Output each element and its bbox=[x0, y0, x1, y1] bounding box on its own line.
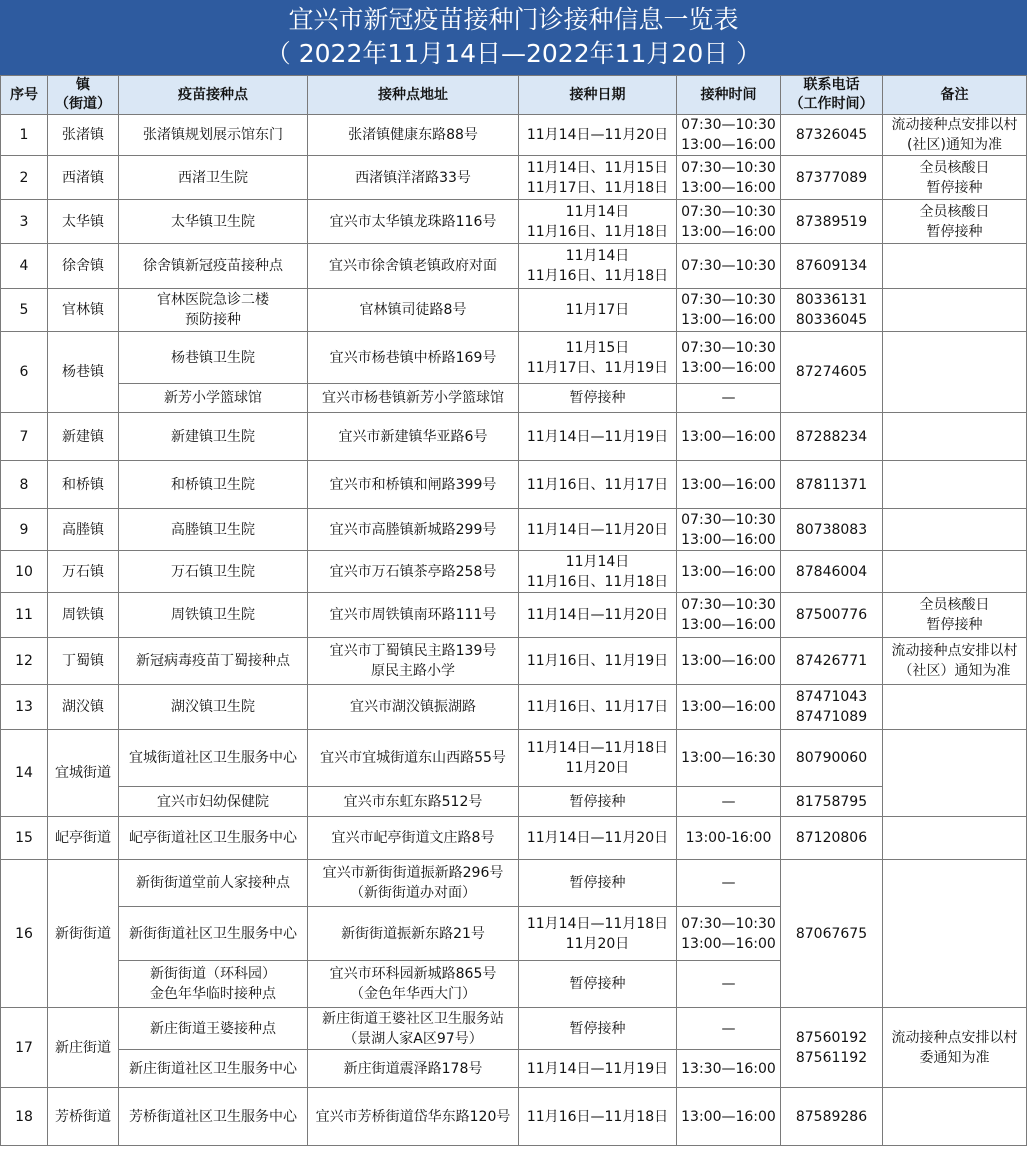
cell-site: 万石镇卫生院 bbox=[119, 551, 308, 593]
cell-note: 流动接种点安排以村 (社区)通知为准 bbox=[883, 115, 1027, 156]
cell-address: 官林镇司徒路8号 bbox=[308, 289, 519, 332]
cell-no: 9 bbox=[1, 509, 48, 551]
header-address: 接种点地址 bbox=[308, 76, 519, 115]
cell-site: 新建镇卫生院 bbox=[119, 413, 308, 461]
header-note: 备注 bbox=[883, 76, 1027, 115]
cell-note bbox=[883, 730, 1027, 817]
table-row bbox=[1, 200, 1027, 244]
cell-site: 新街街道（环科园） 金色年华临时接种点 bbox=[119, 961, 308, 1008]
cell-note bbox=[883, 289, 1027, 332]
cell-address: 西渚镇洋渚路33号 bbox=[308, 156, 519, 200]
header-town: 镇 （街道） bbox=[48, 76, 119, 115]
cell-town: 湖㳇镇 bbox=[48, 685, 119, 730]
cell-phone: 87811371 bbox=[781, 461, 883, 509]
cell-note bbox=[883, 413, 1027, 461]
cell-town: 西渚镇 bbox=[48, 156, 119, 200]
cell-note bbox=[883, 817, 1027, 860]
cell-town: 芳桥街道 bbox=[48, 1088, 119, 1146]
cell-time: 13:00—16:00 bbox=[677, 413, 781, 461]
cell-phone: 87274605 bbox=[781, 332, 883, 413]
cell-no: 16 bbox=[1, 860, 48, 1008]
cell-note: 流动接种点安排以村 委通知为准 bbox=[883, 1008, 1027, 1088]
cell-date: 11月16日—11月18日 bbox=[519, 1088, 677, 1146]
cell-phone: 87609134 bbox=[781, 244, 883, 289]
table-row bbox=[1, 461, 1027, 509]
cell-phone: 87067675 bbox=[781, 860, 883, 1008]
table-row bbox=[1, 1088, 1027, 1146]
cell-address: 宜兴市徐舍镇老镇政府对面 bbox=[308, 244, 519, 289]
cell-address: 宜兴市新街街道振新路296号 （新街街道办对面） bbox=[308, 860, 519, 907]
cell-time: 13:00-16:00 bbox=[677, 817, 781, 860]
cell-address: 新庄街道震泽路178号 bbox=[308, 1050, 519, 1088]
cell-address: 新街街道振新东路21号 bbox=[308, 907, 519, 961]
table-row bbox=[1, 332, 1027, 384]
cell-note: 全员核酸日 暂停接种 bbox=[883, 593, 1027, 638]
cell-site: 宜城街道社区卫生服务中心 bbox=[119, 730, 308, 787]
cell-phone: 87389519 bbox=[781, 200, 883, 244]
cell-phone: 87288234 bbox=[781, 413, 883, 461]
cell-town: 万石镇 bbox=[48, 551, 119, 593]
cell-date: 11月14日—11月18日 11月20日 bbox=[519, 730, 677, 787]
table-row bbox=[1, 593, 1027, 638]
cell-site: 张渚镇规划展示馆东门 bbox=[119, 115, 308, 156]
header-phone: 联系电话 （工作时间） bbox=[781, 76, 883, 115]
table-row bbox=[1, 787, 1027, 817]
cell-address: 宜兴市太华镇龙珠路116号 bbox=[308, 200, 519, 244]
cell-site: 高塍镇卫生院 bbox=[119, 509, 308, 551]
cell-site: 湖㳇镇卫生院 bbox=[119, 685, 308, 730]
header-row bbox=[1, 76, 1027, 115]
cell-time: 07:30—10:30 13:00—16:00 bbox=[677, 200, 781, 244]
cell-site: 宜兴市妇幼保健院 bbox=[119, 787, 308, 817]
table-row bbox=[1, 817, 1027, 860]
cell-time: 13:00—16:00 bbox=[677, 685, 781, 730]
table-row bbox=[1, 730, 1027, 787]
cell-site: 新庄街道社区卫生服务中心 bbox=[119, 1050, 308, 1088]
cell-town: 和桥镇 bbox=[48, 461, 119, 509]
cell-note bbox=[883, 860, 1027, 1008]
cell-no: 10 bbox=[1, 551, 48, 593]
cell-date: 11月16日、11月19日 bbox=[519, 638, 677, 685]
cell-phone: 87589286 bbox=[781, 1088, 883, 1146]
cell-town: 杨巷镇 bbox=[48, 332, 119, 413]
cell-phone: 80738083 bbox=[781, 509, 883, 551]
cell-no: 2 bbox=[1, 156, 48, 200]
cell-address: 宜兴市杨巷镇中桥路169号 bbox=[308, 332, 519, 384]
cell-phone: 87377089 bbox=[781, 156, 883, 200]
cell-town: 周铁镇 bbox=[48, 593, 119, 638]
cell-time: — bbox=[677, 961, 781, 1008]
cell-site: 徐舍镇新冠疫苗接种点 bbox=[119, 244, 308, 289]
cell-site: 新街街道堂前人家接种点 bbox=[119, 860, 308, 907]
cell-time: 13:00—16:00 bbox=[677, 461, 781, 509]
cell-address: 宜兴市东虹东路512号 bbox=[308, 787, 519, 817]
cell-time: 07:30—10:30 13:00—16:00 bbox=[677, 593, 781, 638]
cell-date: 11月14日 11月16日、11月18日 bbox=[519, 200, 677, 244]
cell-address: 宜兴市万石镇茶亭路258号 bbox=[308, 551, 519, 593]
cell-site: 太华镇卫生院 bbox=[119, 200, 308, 244]
cell-note bbox=[883, 509, 1027, 551]
cell-time: — bbox=[677, 384, 781, 413]
header-site: 疫苗接种点 bbox=[119, 76, 308, 115]
cell-address: 宜兴市芳桥街道岱华东路120号 bbox=[308, 1088, 519, 1146]
cell-no: 13 bbox=[1, 685, 48, 730]
cell-site: 周铁镇卫生院 bbox=[119, 593, 308, 638]
cell-site: 和桥镇卫生院 bbox=[119, 461, 308, 509]
cell-no: 4 bbox=[1, 244, 48, 289]
cell-town: 太华镇 bbox=[48, 200, 119, 244]
cell-time: 13:00—16:00 bbox=[677, 551, 781, 593]
cell-date: 11月15日 11月17日、11月19日 bbox=[519, 332, 677, 384]
cell-time: — bbox=[677, 860, 781, 907]
cell-phone: 80336131 80336045 bbox=[781, 289, 883, 332]
cell-date: 暂停接种 bbox=[519, 860, 677, 907]
cell-date: 11月14日、11月15日 11月17日、11月18日 bbox=[519, 156, 677, 200]
cell-note: 全员核酸日 暂停接种 bbox=[883, 156, 1027, 200]
table-row bbox=[1, 509, 1027, 551]
cell-no: 17 bbox=[1, 1008, 48, 1088]
cell-address: 宜兴市周铁镇南环路111号 bbox=[308, 593, 519, 638]
cell-time: 07:30—10:30 13:00—16:00 bbox=[677, 156, 781, 200]
cell-address: 宜兴市新建镇华亚路6号 bbox=[308, 413, 519, 461]
cell-town: 新建镇 bbox=[48, 413, 119, 461]
cell-phone: 81758795 bbox=[781, 787, 883, 817]
cell-phone: 87500776 bbox=[781, 593, 883, 638]
cell-date: 暂停接种 bbox=[519, 787, 677, 817]
cell-time: 13:30—16:00 bbox=[677, 1050, 781, 1088]
cell-note: 全员核酸日 暂停接种 bbox=[883, 200, 1027, 244]
table-row bbox=[1, 289, 1027, 332]
table-row bbox=[1, 860, 1027, 907]
cell-address: 宜兴市杨巷镇新芳小学篮球馆 bbox=[308, 384, 519, 413]
table-row bbox=[1, 551, 1027, 593]
cell-date: 暂停接种 bbox=[519, 1008, 677, 1050]
cell-site: 屺亭街道社区卫生服务中心 bbox=[119, 817, 308, 860]
cell-address: 宜兴市丁蜀镇民主路139号 原民主路小学 bbox=[308, 638, 519, 685]
cell-no: 3 bbox=[1, 200, 48, 244]
cell-date: 11月16日、11月17日 bbox=[519, 461, 677, 509]
cell-note bbox=[883, 1088, 1027, 1146]
cell-time: — bbox=[677, 787, 781, 817]
cell-town: 屺亭街道 bbox=[48, 817, 119, 860]
cell-time: 13:00—16:00 bbox=[677, 638, 781, 685]
cell-site: 新庄街道王婆接种点 bbox=[119, 1008, 308, 1050]
cell-address: 宜兴市屺亭街道文庄路8号 bbox=[308, 817, 519, 860]
cell-date: 11月16日、11月17日 bbox=[519, 685, 677, 730]
cell-phone: 87560192 87561192 bbox=[781, 1008, 883, 1088]
cell-no: 1 bbox=[1, 115, 48, 156]
cell-date: 暂停接种 bbox=[519, 384, 677, 413]
table-row bbox=[1, 413, 1027, 461]
cell-phone: 87426771 bbox=[781, 638, 883, 685]
cell-time: 07:30—10:30 13:00—16:00 bbox=[677, 907, 781, 961]
cell-address: 张渚镇健康东路88号 bbox=[308, 115, 519, 156]
cell-no: 14 bbox=[1, 730, 48, 817]
cell-time: 07:30—10:30 13:00—16:00 bbox=[677, 289, 781, 332]
table-row bbox=[1, 156, 1027, 200]
page-subtitle-date-range: （ 2022年11月14日—2022年11月20日 ） bbox=[265, 39, 762, 68]
cell-address: 宜兴市宜城街道东山西路55号 bbox=[308, 730, 519, 787]
cell-site: 新冠病毒疫苗丁蜀接种点 bbox=[119, 638, 308, 685]
cell-address: 新庄街道王婆社区卫生服务站 （景湖人家A区97号） bbox=[308, 1008, 519, 1050]
cell-town: 徐舍镇 bbox=[48, 244, 119, 289]
cell-site: 官林医院急诊二楼 预防接种 bbox=[119, 289, 308, 332]
cell-date: 11月17日 bbox=[519, 289, 677, 332]
cell-time: 13:00—16:30 bbox=[677, 730, 781, 787]
title-banner bbox=[0, 0, 1027, 75]
cell-no: 5 bbox=[1, 289, 48, 332]
cell-site: 新街街道社区卫生服务中心 bbox=[119, 907, 308, 961]
cell-time: — bbox=[677, 1008, 781, 1050]
cell-date: 暂停接种 bbox=[519, 961, 677, 1008]
cell-date: 11月14日—11月20日 bbox=[519, 593, 677, 638]
cell-site: 西渚卫生院 bbox=[119, 156, 308, 200]
table-row bbox=[1, 1008, 1027, 1050]
cell-town: 新街街道 bbox=[48, 860, 119, 1008]
cell-note bbox=[883, 332, 1027, 413]
cell-site: 杨巷镇卫生院 bbox=[119, 332, 308, 384]
cell-phone: 87326045 bbox=[781, 115, 883, 156]
cell-time: 07:30—10:30 13:00—16:00 bbox=[677, 115, 781, 156]
vaccination-schedule-table bbox=[0, 75, 1027, 1146]
cell-address: 宜兴市高塍镇新城路299号 bbox=[308, 509, 519, 551]
table-row bbox=[1, 638, 1027, 685]
cell-date: 11月14日—11月19日 bbox=[519, 413, 677, 461]
cell-note bbox=[883, 685, 1027, 730]
table-row bbox=[1, 115, 1027, 156]
cell-phone: 87120806 bbox=[781, 817, 883, 860]
cell-no: 7 bbox=[1, 413, 48, 461]
cell-site: 新芳小学篮球馆 bbox=[119, 384, 308, 413]
cell-date: 11月14日 11月16日、11月18日 bbox=[519, 551, 677, 593]
cell-town: 高塍镇 bbox=[48, 509, 119, 551]
cell-address: 宜兴市湖㳇镇振湖路 bbox=[308, 685, 519, 730]
cell-note bbox=[883, 244, 1027, 289]
cell-town: 丁蜀镇 bbox=[48, 638, 119, 685]
cell-no: 6 bbox=[1, 332, 48, 413]
cell-no: 15 bbox=[1, 817, 48, 860]
cell-date: 11月14日 11月16日、11月18日 bbox=[519, 244, 677, 289]
cell-date: 11月14日—11月20日 bbox=[519, 115, 677, 156]
cell-date: 11月14日—11月20日 bbox=[519, 817, 677, 860]
table-row bbox=[1, 685, 1027, 730]
cell-address: 宜兴市和桥镇和闸路399号 bbox=[308, 461, 519, 509]
cell-phone: 80790060 bbox=[781, 730, 883, 787]
cell-phone: 87846004 bbox=[781, 551, 883, 593]
cell-phone: 87471043 87471089 bbox=[781, 685, 883, 730]
cell-town: 张渚镇 bbox=[48, 115, 119, 156]
cell-town: 宜城街道 bbox=[48, 730, 119, 817]
header-date: 接种日期 bbox=[519, 76, 677, 115]
cell-note: 流动接种点安排以村 （社区）通知为准 bbox=[883, 638, 1027, 685]
cell-time: 07:30—10:30 bbox=[677, 244, 781, 289]
cell-no: 8 bbox=[1, 461, 48, 509]
cell-town: 新庄街道 bbox=[48, 1008, 119, 1088]
cell-time: 13:00—16:00 bbox=[677, 1088, 781, 1146]
page-title: 宜兴市新冠疫苗接种门诊接种信息一览表 bbox=[288, 5, 739, 34]
cell-address: 宜兴市环科园新城路865号 （金色年华西大门） bbox=[308, 961, 519, 1008]
cell-note bbox=[883, 551, 1027, 593]
cell-note bbox=[883, 461, 1027, 509]
cell-date: 11月14日—11月20日 bbox=[519, 509, 677, 551]
cell-date: 11月14日—11月19日 bbox=[519, 1050, 677, 1088]
cell-site: 芳桥街道社区卫生服务中心 bbox=[119, 1088, 308, 1146]
header-no: 序号 bbox=[1, 76, 48, 115]
cell-time: 07:30—10:30 13:00—16:00 bbox=[677, 332, 781, 384]
table-row bbox=[1, 244, 1027, 289]
cell-time: 07:30—10:30 13:00—16:00 bbox=[677, 509, 781, 551]
cell-no: 12 bbox=[1, 638, 48, 685]
cell-town: 官林镇 bbox=[48, 289, 119, 332]
header-time: 接种时间 bbox=[677, 76, 781, 115]
cell-date: 11月14日—11月18日 11月20日 bbox=[519, 907, 677, 961]
cell-no: 11 bbox=[1, 593, 48, 638]
cell-no: 18 bbox=[1, 1088, 48, 1146]
